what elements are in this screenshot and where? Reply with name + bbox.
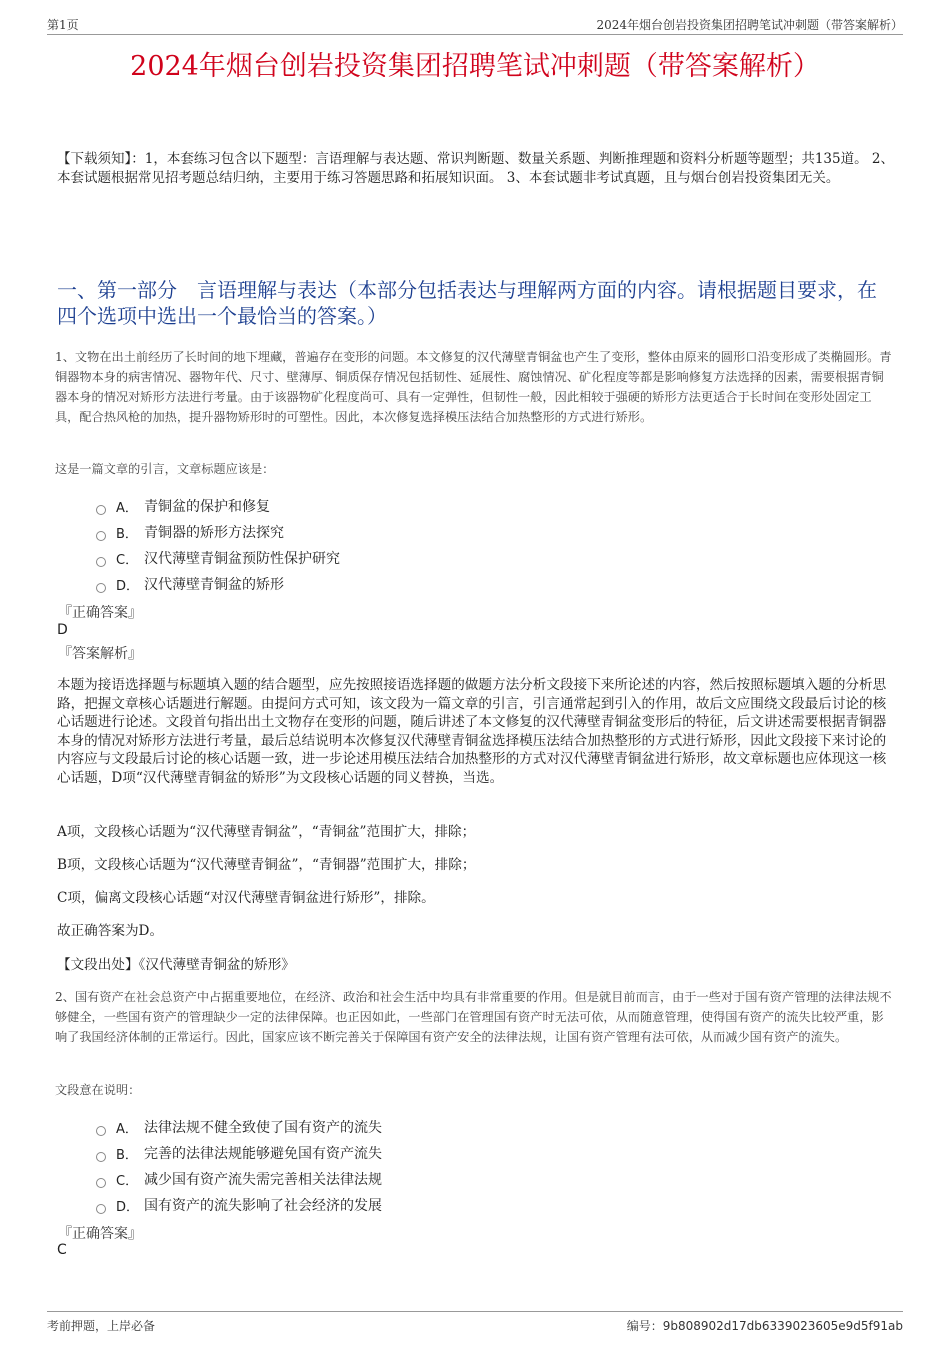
footer-code-label: 编号： bbox=[626, 1319, 663, 1333]
correct-answer: D bbox=[57, 622, 68, 638]
option-c[interactable] bbox=[96, 1166, 596, 1192]
option-b[interactable] bbox=[96, 519, 596, 545]
option-text: 青铜器的矫形方法探究 bbox=[144, 525, 284, 541]
radio-icon[interactable] bbox=[96, 557, 106, 567]
download-notice: 【下载须知】：1，本套练习包含以下题型：言语理解与表达题、常识判断题、数量关系题、判断推理题和资料分析题等题型；共135道。 2、本套试题根据常见招考题总结归纳，主要用于练习答题思路和拓展知识面。 3、本套试题非考试真题，且与烟台创岩投资集团无关。 bbox=[57, 151, 894, 186]
option-d[interactable] bbox=[96, 571, 596, 597]
document-title: 2024年烟台创岩投资集团招聘笔试冲刺题（带答案解析） bbox=[130, 51, 820, 82]
option-a[interactable] bbox=[96, 1114, 596, 1140]
radio-icon[interactable] bbox=[96, 1152, 106, 1162]
option-letter: D． bbox=[116, 578, 140, 594]
question-2-options bbox=[96, 1114, 596, 1218]
radio-icon[interactable] bbox=[96, 1126, 106, 1136]
option-text: 国有资产的流失影响了社会经济的发展 bbox=[144, 1198, 382, 1214]
header-doc-title: 2024年烟台创岩投资集团招聘笔试冲刺题（带答案解析） bbox=[596, 18, 903, 32]
option-letter: D． bbox=[116, 1199, 140, 1215]
option-text: 青铜盆的保护和修复 bbox=[144, 499, 270, 515]
radio-icon[interactable] bbox=[96, 531, 106, 541]
option-letter: A． bbox=[116, 1121, 138, 1137]
correct-answer-label: 『正确答案』 bbox=[58, 605, 142, 621]
footer-slogan: 考前押题，上岸必备 bbox=[47, 1319, 156, 1333]
question-1-text: 1、文物在出土前经历了长时间的地下埋藏，普遍存在变形的问题。本文修复的汉代薄壁青铜盆也产生了变形，整体由原来的圆形口沿变形成了类椭圆形。青铜器物本身的病害情况、器物年代、尺寸、壁薄厚、铜质保存情况包括韧性、延展性、腐蚀情况、矿化程度等都是影响修复方法选择的因素，需要根据青铜器本身的情况对矫形方法进行考量。由于该器物矿化程度尚可、具有一定弹性，但韧性一般，因此相较于强硬的矫形方法更适合于长时间在变形处固定工具，配合热风枪的加热，提升器物矫形时的可塑性。因此，本次修复选择模压法结合加热整形的方式进行矫形。 bbox=[55, 350, 892, 424]
answer-analysis: 本题为接语选择题与标题填入题的结合题型，应先按照接语选择题的做题方法分析文段接下来所论述的内容，然后按照标题填入题的分析思路，把握文章核心话题进行解题。由提问方式可知，该文段为一篇文章的引言，引言通常起到引入的作用，故后文应围绕文段最后讨论的核心话题进行论述。文段首句指出出土文物存在变形的问题，随后讲述了本文修复的汉代薄壁青铜盆变形后的特征，后文讲述需要根据青铜器本身的情况对矫形方法进行考量，最后总结说明本次修复汉代薄壁青铜盆选择模压法结合加热整形的方式进行矫形，因此文段接下来讨论的内容应与文段最后讨论的核心话题一致，进一步论述用模压法结合加热整形的方式对汉代薄壁青铜盆进行矫形，故文章标题也应体现这一核心话题，D项“汉代薄壁青铜盆的矫形”为文段核心话题的同义替换，当选。 bbox=[57, 677, 887, 786]
option-c-note: C项，偏离文段核心话题“对汉代薄壁青铜盆进行矫形”，排除。 bbox=[57, 890, 435, 906]
option-text: 法律法规不健全致使了国有资产的流失 bbox=[144, 1120, 382, 1136]
option-text: 汉代薄壁青铜盆预防性保护研究 bbox=[144, 551, 340, 567]
footer-code bbox=[627, 1317, 903, 1334]
option-b[interactable] bbox=[96, 1140, 596, 1166]
question-2-text: 2、国有资产在社会总资产中占据重要地位，在经济、政治和社会生活中均具有非常重要的作用。但是就目前而言，由于一些对于国有资产管理的法律法规不够健全，一些国有资产的管理缺少一定的法律保障。也正因如此，一些部门在管理国有资产时无法可依，从而随意管理，使得国有资产的流失比较严重，影响了我国经济体制的正常运行。因此，国家应该不断完善关于保障国有资产安全的法律法规，让国有资产管理有法可依，从而减少国有资产的流失。 bbox=[55, 990, 892, 1044]
radio-icon[interactable] bbox=[96, 583, 106, 593]
option-letter: C． bbox=[116, 552, 139, 568]
option-letter: A． bbox=[116, 500, 138, 516]
correct-answer: C bbox=[57, 1242, 67, 1258]
question-1-options bbox=[96, 493, 596, 597]
option-a-note: A项，文段核心话题为“汉代薄壁青铜盆”，“青铜盆”范围扩大，排除； bbox=[57, 824, 476, 840]
radio-icon[interactable] bbox=[96, 505, 106, 515]
question-1-prompt: 这是一篇文章的引言，文章标题应该是： bbox=[55, 462, 275, 476]
option-a[interactable] bbox=[96, 493, 596, 519]
option-letter: B． bbox=[116, 1147, 138, 1163]
option-letter: B． bbox=[116, 526, 138, 542]
passage-source: 【文段出处】《汉代薄壁青铜盆的矫形》 bbox=[57, 957, 295, 973]
option-text: 减少国有资产流失需完善相关法律法规 bbox=[144, 1172, 382, 1188]
option-letter: C． bbox=[116, 1173, 139, 1189]
option-d[interactable] bbox=[96, 1192, 596, 1218]
page-footer bbox=[47, 1311, 903, 1334]
option-text: 汉代薄壁青铜盆的矫形 bbox=[144, 577, 284, 593]
analysis-label: 『答案解析』 bbox=[58, 646, 142, 662]
option-b-note: B项，文段核心话题为“汉代薄壁青铜盆”，“青铜器”范围扩大，排除； bbox=[57, 857, 476, 873]
correct-answer-label: 『正确答案』 bbox=[58, 1226, 142, 1242]
radio-icon[interactable] bbox=[96, 1178, 106, 1188]
section-heading: 一、第一部分 言语理解与表达（本部分包括表达与理解两方面的内容。请根据题目要求，在四个选项中选出一个最恰当的答案。） bbox=[57, 278, 877, 328]
page-header bbox=[47, 14, 903, 35]
conclusion: 故正确答案为D。 bbox=[57, 923, 164, 939]
question-2-prompt: 文段意在说明： bbox=[55, 1083, 141, 1097]
option-c[interactable] bbox=[96, 545, 596, 571]
option-text: 完善的法律法规能够避免国有资产流失 bbox=[144, 1146, 382, 1162]
radio-icon[interactable] bbox=[96, 1204, 106, 1214]
page-number: 第1页 bbox=[47, 18, 79, 32]
footer-code-value: 9b808902d17db6339023605e9d5f91ab bbox=[662, 1319, 903, 1333]
